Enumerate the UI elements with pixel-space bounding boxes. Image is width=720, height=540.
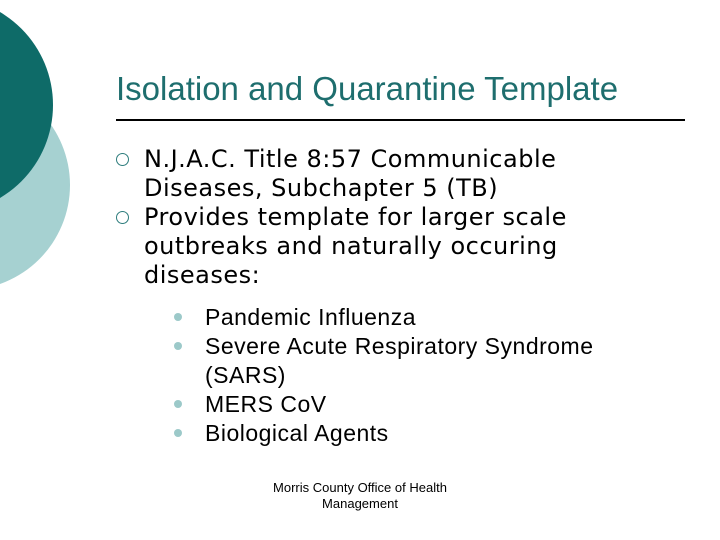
- bullet-list: [116, 145, 676, 448]
- footer-line: Management: [322, 496, 398, 511]
- sub-bullet-text: MERS CoV: [205, 391, 327, 417]
- sub-bullet-item: [174, 419, 676, 448]
- bullet-text: N.J.A.C. Title 8:57 Communicable Diseases, Subchapter 5 (TB): [144, 145, 557, 202]
- filled-dot-bullet-icon: [174, 429, 182, 437]
- decorative-circles: [0, 0, 120, 300]
- title-divider: [116, 119, 685, 121]
- bullet-text: Provides template for larger scale outbreaks and naturally occuring diseases:: [144, 203, 567, 289]
- slide-footer: [200, 480, 520, 512]
- sub-bullet-text: Biological Agents: [205, 420, 389, 446]
- bullet-item: [116, 203, 676, 448]
- filled-dot-bullet-icon: [174, 342, 182, 350]
- sub-bullet-text: Pandemic Influenza: [205, 304, 417, 330]
- footer-line: Morris County Office of Health: [273, 480, 447, 495]
- sub-bullet-item: [174, 390, 676, 419]
- sub-bullet-list: [144, 303, 676, 448]
- slide-title: Isolation and Quarantine Template: [116, 70, 619, 107]
- filled-dot-bullet-icon: [174, 400, 182, 408]
- hollow-circle-bullet-icon: [116, 153, 129, 166]
- hollow-circle-bullet-icon: [116, 211, 129, 224]
- sub-bullet-item: [174, 332, 676, 390]
- sub-bullet-text: Severe Acute Respiratory Syndrome (SARS): [205, 333, 594, 388]
- sub-bullet-item: [174, 303, 676, 332]
- filled-dot-bullet-icon: [174, 313, 182, 321]
- bullet-item: [116, 145, 676, 203]
